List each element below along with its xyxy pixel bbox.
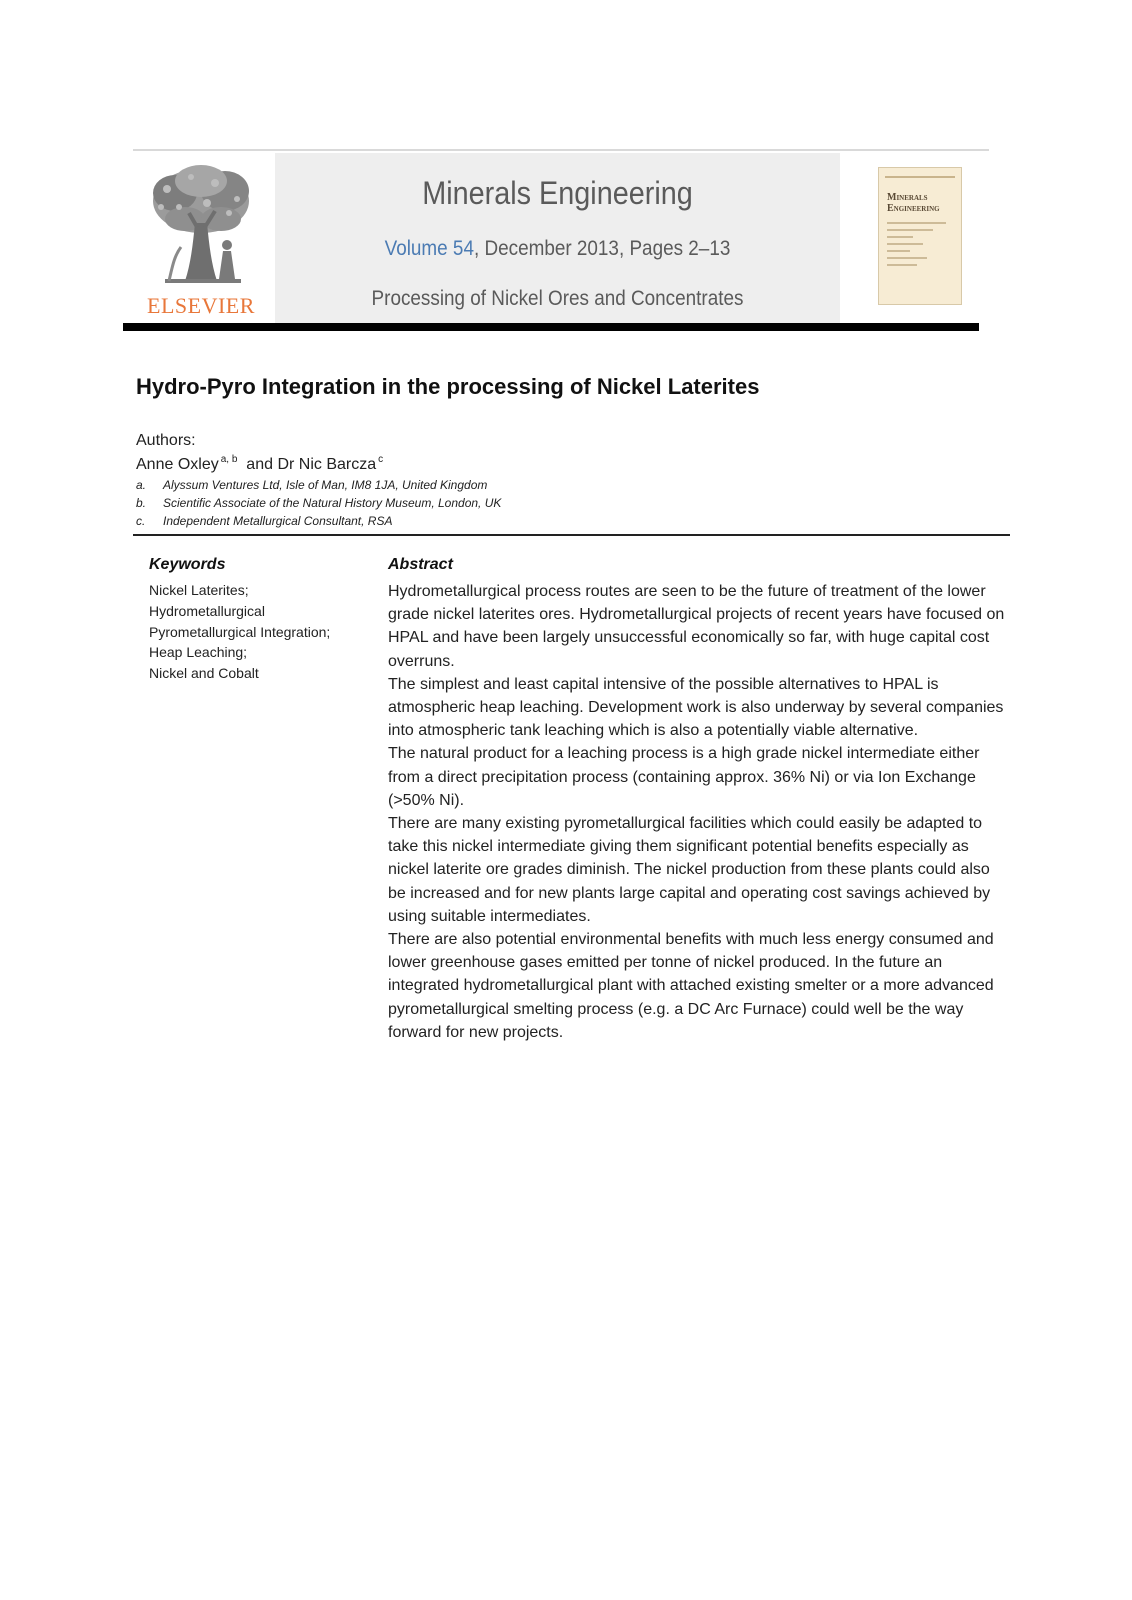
cover-title-line-1: Minerals (887, 192, 928, 203)
section-divider (133, 534, 1010, 536)
journal-volume (303, 237, 812, 261)
abstract-paragraph: There are also potential environmental benefits with much less energy consumed and lower greenhouse gases emitted per tonne of nickel produced. In the future an integrated hydrometallurgical plant with attached existing smelter or a more advanced pyrometallurgical smelting process (e.g. a DC Arc Furnace) could well be the way forward for new projects. (388, 931, 994, 1041)
elsevier-tree-logo-icon (145, 163, 257, 318)
authors-line (136, 454, 383, 474)
affiliation-list (136, 476, 501, 530)
keyword-item: Hydrometallurgical (149, 602, 265, 619)
abstract-paragraph: There are many existing pyrometallurgical facilities which could easily be adapted to take this nickel intermediate giving them significant potential benefits especially as nickel laterite ore grades diminish. The nickel production from these plants could also be increased and for new plants large capital and operating cost savings achieved by using suitable intermediates. (388, 815, 991, 925)
paper-title: Hydro-Pyro Integration in the processing of Nickel Laterites (136, 374, 760, 399)
keyword-item: Nickel and Cobalt (149, 665, 259, 682)
affiliation-text: Scientific Associate of the Natural History Museum, London, UK (163, 496, 502, 510)
affiliation-item (136, 476, 501, 494)
author-2-affiliation: c (378, 454, 384, 465)
special-issue-title: Processing of Nickel Ores and Concentrates (371, 287, 744, 310)
cover-text-lines (887, 222, 953, 271)
journal-title: Minerals Engineering (422, 175, 693, 211)
journal-cover-thumbnail-icon (878, 167, 962, 305)
cover-title-line-2: Engineering (887, 203, 940, 214)
affiliation-letter: a. (136, 478, 147, 492)
cover-journal-title (887, 192, 940, 214)
affiliation-text: Alyssum Ventures Ltd, Isle of Man, IM8 1JA, United Kingdom (163, 478, 488, 492)
authors-label: Authors: (136, 432, 196, 449)
keywords-list (149, 580, 369, 684)
keywords-heading: Keywords (149, 556, 226, 573)
abstract-heading: Abstract (388, 556, 453, 573)
author-1-name: Anne Oxley (136, 456, 219, 473)
abstract-paragraph: Hydrometallurgical process routes are seen to be the future of treatment of the lower grade nickel laterites ores. Hydrometallurgical projects of recent years have focused on HPAL and have been largely unsuccessful economically so far, with huge capital cost overruns. (388, 583, 1005, 670)
affiliation-letter: c. (136, 514, 146, 528)
publisher-name: ELSEVIER (147, 293, 255, 318)
abstract-body (388, 580, 1010, 1044)
journal-banner (133, 149, 989, 331)
volume-label: Volume 54 (384, 237, 474, 260)
abstract-paragraph: The simplest and least capital intensive of the possible alternatives to HPAL is atmospheric heap leaching. Development work is also underway by several companies into atmospheric tank leaching which is also a potentially viable alternative. (388, 675, 1004, 740)
keyword-item: Heap Leaching; (149, 644, 248, 661)
banner-divider (123, 323, 979, 331)
affiliation-text: Independent Metallurgical Consultant, RSA (163, 514, 393, 528)
journal-info-panel (275, 153, 840, 329)
cover-rule (885, 176, 955, 178)
affiliation-item (136, 494, 501, 512)
affiliation-letter: b. (136, 496, 147, 510)
affiliation-item (136, 512, 501, 530)
abstract-paragraph: The natural product for a leaching process is a high grade nickel intermediate either from a direct precipitation process (containing approx. 36% Ni) or via Ion Exchange (>50% Ni). (388, 745, 980, 809)
author-1-affiliation: a, b (220, 454, 238, 465)
keyword-item: Pyrometallurgical Integration; (149, 623, 331, 640)
volume-details: , December 2013, Pages 2–13 (473, 237, 731, 260)
keyword-item: Nickel Laterites; (149, 582, 249, 598)
author-2-name: and Dr Nic Barcza (246, 456, 377, 473)
